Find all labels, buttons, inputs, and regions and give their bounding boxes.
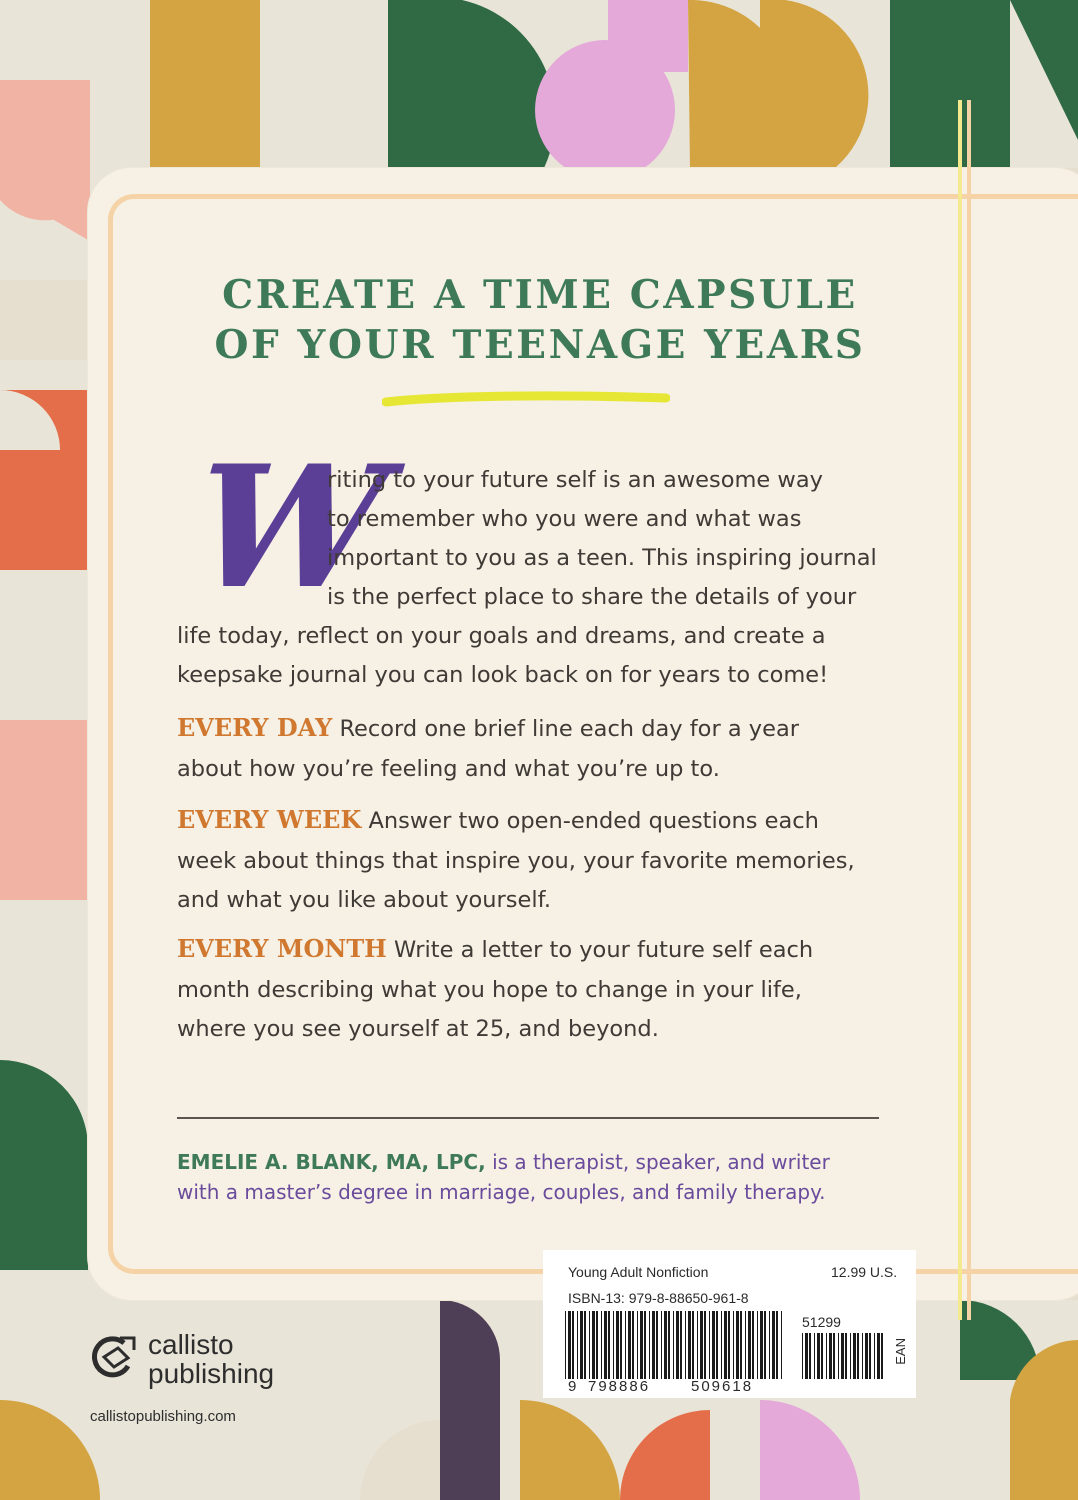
barcode-bar [673, 1311, 674, 1379]
barcode-bar [862, 1333, 863, 1379]
barcode-bar [874, 1333, 875, 1379]
barcode-bar [740, 1311, 742, 1379]
barcode-bar [757, 1311, 758, 1379]
author-bio-text: with a master’s degree in marriage, couples, and family therapy. [177, 1180, 826, 1204]
barcode-bar [809, 1333, 811, 1379]
barcode-bar [640, 1311, 643, 1379]
barcode-bar [865, 1333, 868, 1379]
barcode-bar [716, 1311, 718, 1379]
barcode-bar [881, 1333, 883, 1379]
barcode-bar [584, 1311, 586, 1379]
addon-barcode-bars [802, 1333, 886, 1379]
isbn-text: ISBN-13: 979-8-88650-961-8 [568, 1290, 749, 1306]
barcode-bar [676, 1311, 679, 1379]
barcode-bar [769, 1311, 770, 1379]
barcode-bar [625, 1311, 626, 1379]
barcode-bar [692, 1311, 694, 1379]
highlight-underline [382, 389, 670, 411]
barcode-bar [802, 1333, 803, 1379]
barcode-bar [565, 1311, 566, 1379]
author-name: EMELIE A. BLANK, MA, LPC, [177, 1150, 486, 1174]
barcode-bar [608, 1311, 610, 1379]
section-label: EVERY MONTH [177, 934, 387, 963]
barcode-bar [580, 1311, 583, 1379]
barcode-bar [736, 1311, 739, 1379]
barcode-bar [649, 1311, 650, 1379]
section-every-month [177, 929, 897, 1050]
vertical-stripe-yellow [958, 100, 962, 1320]
section-text: where you see yourself at 25, and beyond. [177, 1016, 659, 1042]
barcode-bar [821, 1333, 823, 1379]
barcode-bar [604, 1311, 607, 1379]
barcode-bar [877, 1333, 880, 1379]
intro-line: important to you as a teen. This inspiring journal [327, 545, 877, 571]
barcode-bar [829, 1333, 832, 1379]
barcode-bar [724, 1311, 727, 1379]
barcode-bar [668, 1311, 670, 1379]
barcode-bar [661, 1311, 662, 1379]
section-text: week about things that inspire you, your favorite memories, [177, 847, 855, 874]
barcode-bar [652, 1311, 655, 1379]
barcode-bar [772, 1311, 775, 1379]
barcode-bar [709, 1311, 710, 1379]
barcode-digits-left: 798886 [588, 1378, 651, 1395]
barcode-bar [857, 1333, 859, 1379]
section-every-week [177, 800, 897, 921]
intro-line: to remember who you were and what was [327, 506, 802, 532]
barcode-bar [613, 1311, 614, 1379]
barcode-bar [869, 1333, 871, 1379]
callisto-logo-icon [90, 1334, 140, 1380]
barcode-bar [728, 1311, 730, 1379]
divider [177, 1117, 879, 1119]
barcode-bar [776, 1311, 778, 1379]
barcode-bar [656, 1311, 658, 1379]
intro-line: keepsake journal you can look back on for years to come! [177, 662, 829, 688]
section-text: Answer two open-ended questions each [368, 808, 819, 834]
barcode-bar [577, 1311, 578, 1379]
barcode-bar [700, 1311, 703, 1379]
headline [150, 270, 930, 370]
barcode-bar [688, 1311, 691, 1379]
barcode-bar [826, 1333, 827, 1379]
intro-line: riting to your future self is an awesome way [327, 467, 823, 493]
barcode-bar [764, 1311, 766, 1379]
barcode-digit-lead: 9 [568, 1378, 577, 1395]
barcode-bar [833, 1333, 835, 1379]
barcode-bar [704, 1311, 706, 1379]
ean-label: EAN [893, 1338, 908, 1365]
barcode-bar [568, 1311, 571, 1379]
barcode-bar [572, 1311, 574, 1379]
barcode-bar [592, 1311, 595, 1379]
barcode-bar [733, 1311, 734, 1379]
barcode-bar [589, 1311, 590, 1379]
barcode-bar [838, 1333, 839, 1379]
barcode-bar [685, 1311, 686, 1379]
barcode-bar [628, 1311, 631, 1379]
barcode-bar [850, 1333, 851, 1379]
section-text: month describing what you hope to change in your life, [177, 976, 802, 1003]
category-text: Young Adult Nonfiction [568, 1264, 709, 1280]
drop-cap: W [185, 428, 396, 626]
barcode-digits-right: 509618 [691, 1378, 754, 1395]
section-label: EVERY WEEK [177, 805, 362, 834]
barcode-bar [620, 1311, 622, 1379]
barcode-label [543, 1250, 916, 1398]
barcode-bar [805, 1333, 808, 1379]
barcode-bar [760, 1311, 763, 1379]
barcode-bar [721, 1311, 722, 1379]
price-text: 12.99 U.S. [831, 1264, 898, 1280]
barcode-bar [596, 1311, 598, 1379]
barcode-bar [637, 1311, 638, 1379]
section-text: about how you’re feeling and what you’re up to. [177, 755, 720, 782]
headline-line-1: CREATE A TIME CAPSULE [222, 272, 858, 318]
barcode-bar [817, 1333, 820, 1379]
barcode-bar [601, 1311, 602, 1379]
barcode-bar [845, 1333, 847, 1379]
barcode-bar [712, 1311, 715, 1379]
barcode-bar [841, 1333, 844, 1379]
section-label: EVERY DAY [177, 713, 333, 742]
barcode-bar [664, 1311, 667, 1379]
intro-line: is the perfect place to share the details of your [327, 584, 857, 610]
publisher-block [90, 1304, 350, 1425]
publisher-url: callistopublishing.com [90, 1408, 236, 1425]
barcode-bar [680, 1311, 682, 1379]
headline-line-2: OF YOUR TEENAGE YEARS [214, 322, 866, 368]
section-every-day [177, 708, 897, 789]
barcode-bar [752, 1311, 754, 1379]
addon-code: 51299 [802, 1314, 841, 1330]
intro-paragraph [177, 461, 897, 701]
intro-line: life today, reflect on your goals and dreams, and create a [177, 623, 826, 649]
section-text: Write a letter to your future self each [394, 937, 814, 963]
barcode-bar [748, 1311, 751, 1379]
barcode-bars [565, 1311, 785, 1379]
barcode-bar [745, 1311, 746, 1379]
barcode-bar [853, 1333, 856, 1379]
barcode-bar [616, 1311, 619, 1379]
barcode-bar [697, 1311, 698, 1379]
section-text: Record one brief line each day for a year [339, 716, 799, 742]
author-bio [177, 1147, 897, 1207]
barcode-bar [814, 1333, 815, 1379]
barcode-bar [644, 1311, 646, 1379]
barcode-bar [632, 1311, 634, 1379]
publisher-name: publishing [148, 1358, 275, 1389]
vertical-stripe-peach [967, 100, 971, 1320]
barcode-bar [781, 1311, 782, 1379]
section-text: and what you like about yourself. [177, 887, 552, 913]
publisher-name: callisto [148, 1329, 234, 1360]
author-bio-text: is a therapist, speaker, and writer [492, 1150, 830, 1174]
